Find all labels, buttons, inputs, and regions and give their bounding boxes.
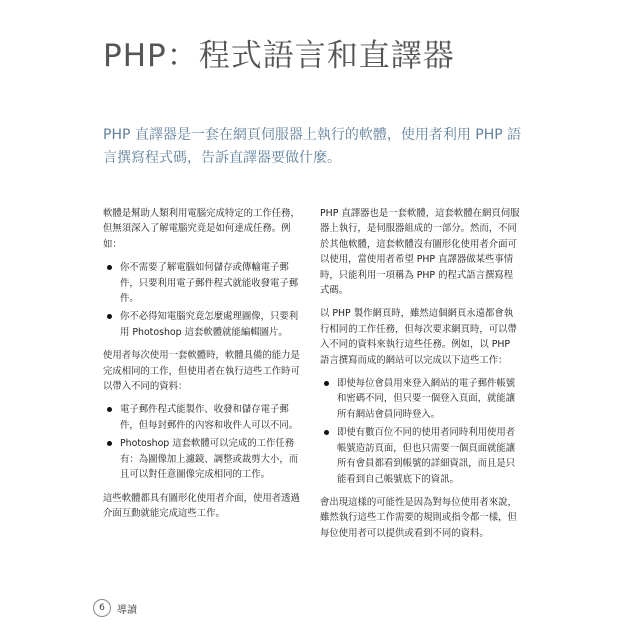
section-label: 導讀 xyxy=(117,604,137,616)
list-item xyxy=(320,425,520,487)
left-column xyxy=(103,206,303,529)
list-item xyxy=(103,260,303,306)
bullet-icon xyxy=(324,430,329,435)
list-item-text: 你不必得知電腦究竟怎麼處理圖像，只要利用 Photoshop 這套軟體就能編輯圖片。 xyxy=(120,311,299,338)
list-item-text: 即使每位會員用來登入網站的電子郵件帳號和密碼不同，但只要一個登入頁面，就能讓所有網站會員同時登入。 xyxy=(337,378,516,420)
right-paragraph-2: 以 PHP 製作網頁時，雖然這個網頁永遠都會執行相同的工作任務，但每次要求網頁時，可以帶入不同的資料來執行這些任務。例如，以 PHP 語言撰寫而成的網站可以完成以下這些工作： xyxy=(320,308,517,366)
list-item xyxy=(320,376,520,422)
intro-paragraph: PHP 直譯器是一套在網頁伺服器上執行的軟體，使用者利用 PHP 語言撰寫程式碼，告訴直譯器要做什麼。 xyxy=(103,127,522,166)
bullet-icon xyxy=(324,381,329,386)
bullet-icon xyxy=(107,407,112,412)
left-bullet-list-2 xyxy=(103,402,303,482)
page-number: 6 xyxy=(93,599,111,617)
left-bullet-list-1 xyxy=(103,260,303,340)
right-paragraph-3: 會出現這樣的可能性是因為對每位使用者來說，雖然執行這些工作需要的規則或指令都一樣，但每位使用者可以提供或看到不同的資料。 xyxy=(320,496,517,539)
list-item xyxy=(103,436,303,482)
left-paragraph-1: 軟體是幫助人類利用電腦完成特定的工作任務，但無須深入了解電腦究竟是如何達成任務。例如： xyxy=(103,208,300,250)
list-item-text: 電子郵件程式能製作、收發和儲存電子郵件，但每封郵件的內容和收件人可以不同。 xyxy=(120,404,299,431)
left-paragraph-2: 使用者每次使用一套軟體時，軟體具備的能力是完成相同的工作，但使用者在執行這些工作時可以帶入不同的資料： xyxy=(103,350,300,393)
left-paragraph-3: 這些軟體都具有圖形化使用者介面，使用者透過介面互動就能完成這些工作。 xyxy=(103,492,300,519)
list-item-text: Photoshop 這套軟體可以完成的工作任務有：為圖像加上濾鏡、調整或裁剪大小，而且可以對任意圖像完成相同的工作。 xyxy=(120,438,299,481)
list-item-text: 你不需要了解電腦如何儲存或傳輸電子郵件，只要利用電子郵件程式就能收發電子郵件。 xyxy=(120,262,299,305)
page-title: PHP：程式語言和直譯器 xyxy=(103,38,455,74)
page-footer xyxy=(93,598,137,618)
list-item xyxy=(103,402,303,433)
bullet-icon xyxy=(107,441,112,446)
right-column xyxy=(320,206,520,549)
bullet-icon xyxy=(107,265,112,270)
bullet-icon xyxy=(107,314,112,319)
right-paragraph-1: PHP 直譯器也是一套軟體，這套軟體在網頁伺服器上執行，是伺服器組成的一部分。然而，不同於其他軟體，這套軟體沒有圖形化使用者介面可以使用，當使用者希望 PHP 直譯器做某些事情時，只能利用一項稱為 PHP 的程式語言撰寫程式碼。 xyxy=(320,208,520,297)
list-item xyxy=(103,309,303,340)
right-bullet-list xyxy=(320,376,520,487)
list-item-text: 即使有數百位不同的使用者同時利用使用者帳號造訪頁面，但也只需要一個頁面就能讓所有會員都看到帳號的詳細資訊，而且是只能看到自己帳號底下的資訊。 xyxy=(337,427,516,485)
